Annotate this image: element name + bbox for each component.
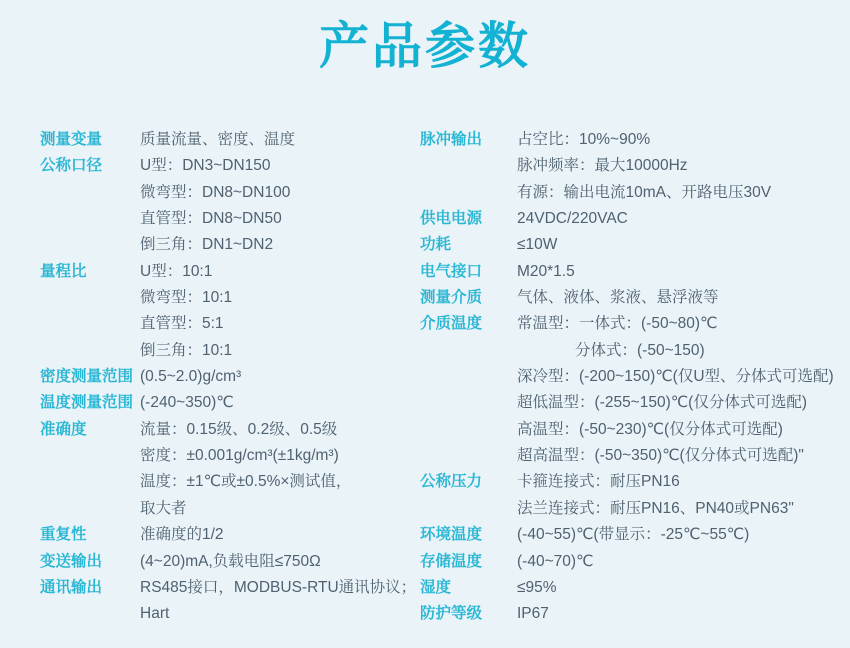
spec-value: ≤10W — [517, 236, 558, 254]
spec-row — [420, 259, 848, 285]
spec-value: 超高温型：(-50~350)℃(仅分体式可选配)" — [517, 447, 804, 465]
spec-row — [420, 338, 848, 364]
spec-row — [40, 127, 418, 153]
spec-row — [420, 417, 848, 443]
spec-row — [420, 496, 848, 522]
spec-row — [40, 285, 418, 311]
spec-label: 电气接口 — [420, 262, 483, 280]
spec-value: 直管型：5:1 — [140, 315, 224, 333]
spec-value: 高温型：(-50~230)℃(仅分体式可选配) — [517, 420, 783, 438]
spec-value: 倒三角：DN1~DN2 — [140, 236, 274, 254]
spec-value: (4~20)mA,负载电阻≤750Ω — [140, 552, 321, 570]
spec-table — [0, 127, 850, 632]
spec-label: 防护等级 — [420, 605, 483, 623]
spec-label: 供电电源 — [420, 210, 483, 228]
spec-label: 测量介质 — [420, 289, 483, 307]
spec-value: 微弯型：DN8~DN100 — [140, 183, 291, 201]
spec-row — [420, 364, 848, 390]
spec-value: 分体式：(-50~150) — [575, 341, 705, 359]
spec-row — [40, 153, 418, 179]
spec-value: Hart — [140, 605, 170, 623]
spec-column-right — [420, 127, 848, 628]
spec-row — [40, 232, 418, 258]
spec-row — [40, 180, 418, 206]
spec-label: 功耗 — [420, 236, 452, 254]
spec-value: (-40~55)℃(带显示：-25℃~55℃) — [517, 526, 750, 544]
spec-value: 占空比：10%~90% — [517, 131, 651, 148]
spec-value: 卡箍连接式：耐压PN16 — [517, 473, 680, 491]
spec-value: 准确度的1/2 — [140, 526, 224, 544]
spec-value: 取大者 — [140, 499, 187, 517]
spec-value: 有源：输出电流10mA、开路电压30V — [517, 183, 772, 201]
spec-value: 温度：±1℃或±0.5%×测试值， — [140, 473, 352, 491]
spec-row — [40, 259, 418, 285]
spec-row — [420, 311, 848, 337]
spec-label: 变送输出 — [40, 552, 103, 570]
spec-value: 超低温型：(-255~150)℃(仅分体式可选配) — [517, 394, 807, 412]
spec-row — [420, 549, 848, 575]
spec-value: U型：DN3~DN150 — [140, 157, 271, 175]
spec-label: 存储温度 — [420, 552, 483, 570]
spec-value: IP67 — [517, 605, 549, 623]
spec-value: (-40~70)℃ — [517, 552, 594, 570]
spec-value: 密度：±0.001g/cm³(±1kg/m³) — [140, 447, 339, 465]
spec-value: 法兰连接式：耐压PN16、PN40或PN63" — [517, 499, 794, 517]
spec-row — [420, 206, 848, 232]
spec-row — [420, 601, 848, 627]
spec-row — [420, 443, 848, 469]
spec-label: 量程比 — [40, 262, 87, 280]
spec-label: 脉冲输出 — [420, 131, 483, 148]
spec-value: (-240~350)℃ — [140, 394, 234, 412]
spec-value: M20*1.5 — [517, 262, 575, 280]
spec-row — [40, 549, 418, 575]
spec-row — [40, 206, 418, 232]
spec-row — [420, 575, 848, 601]
spec-row — [420, 232, 848, 258]
spec-label: 环境温度 — [420, 526, 483, 544]
spec-value: 气体、液体、浆液、悬浮液等 — [517, 289, 719, 307]
spec-label: 介质温度 — [420, 315, 483, 333]
spec-value: (0.5~2.0)g/cm³ — [140, 368, 242, 386]
spec-row — [420, 153, 848, 179]
spec-value: 脉冲频率：最大10000Hz — [517, 157, 688, 175]
spec-value: 流量：0.15级、0.2级、0.5级 — [140, 420, 338, 438]
spec-value: 直管型：DN8~DN50 — [140, 210, 282, 228]
spec-label: 公称口径 — [40, 157, 103, 175]
spec-row — [40, 338, 418, 364]
spec-label: 密度测量范围 — [40, 368, 134, 386]
spec-value: 质量流量、密度、温度 — [140, 131, 296, 148]
spec-row — [420, 522, 848, 548]
spec-row — [420, 127, 848, 153]
spec-value: U型：10:1 — [140, 262, 213, 280]
spec-column-left — [40, 127, 418, 628]
spec-row — [420, 180, 848, 206]
spec-value: ≤95% — [517, 578, 557, 596]
spec-label: 湿度 — [420, 578, 452, 596]
spec-label: 温度测量范围 — [40, 394, 134, 412]
spec-label: 测量变量 — [40, 131, 103, 148]
spec-row — [40, 311, 418, 337]
spec-row — [40, 364, 418, 390]
spec-value: 常温型：一体式：(-50~80)℃ — [517, 315, 718, 333]
spec-row — [40, 417, 418, 443]
spec-row — [40, 601, 418, 627]
spec-row — [40, 522, 418, 548]
spec-row — [40, 443, 418, 469]
spec-label: 准确度 — [40, 420, 87, 438]
spec-label: 通讯输出 — [40, 578, 103, 596]
spec-value: RS485接口，MODBUS-RTU通讯协议； — [140, 578, 417, 596]
spec-row — [40, 575, 418, 601]
spec-value: 微弯型：10:1 — [140, 289, 233, 307]
spec-row — [420, 469, 848, 495]
spec-value: 深冷型：(-200~150)℃(仅U型、分体式可选配) — [517, 368, 834, 386]
spec-row — [420, 285, 848, 311]
spec-row — [40, 496, 418, 522]
spec-row — [420, 390, 848, 416]
spec-row — [40, 469, 418, 495]
spec-label: 重复性 — [40, 526, 87, 544]
spec-value: 倒三角：10:1 — [140, 341, 233, 359]
spec-value: 24VDC/220VAC — [517, 210, 628, 228]
page-title: 产品参数 — [319, 18, 531, 74]
spec-row — [40, 390, 418, 416]
spec-label: 公称压力 — [420, 473, 483, 491]
